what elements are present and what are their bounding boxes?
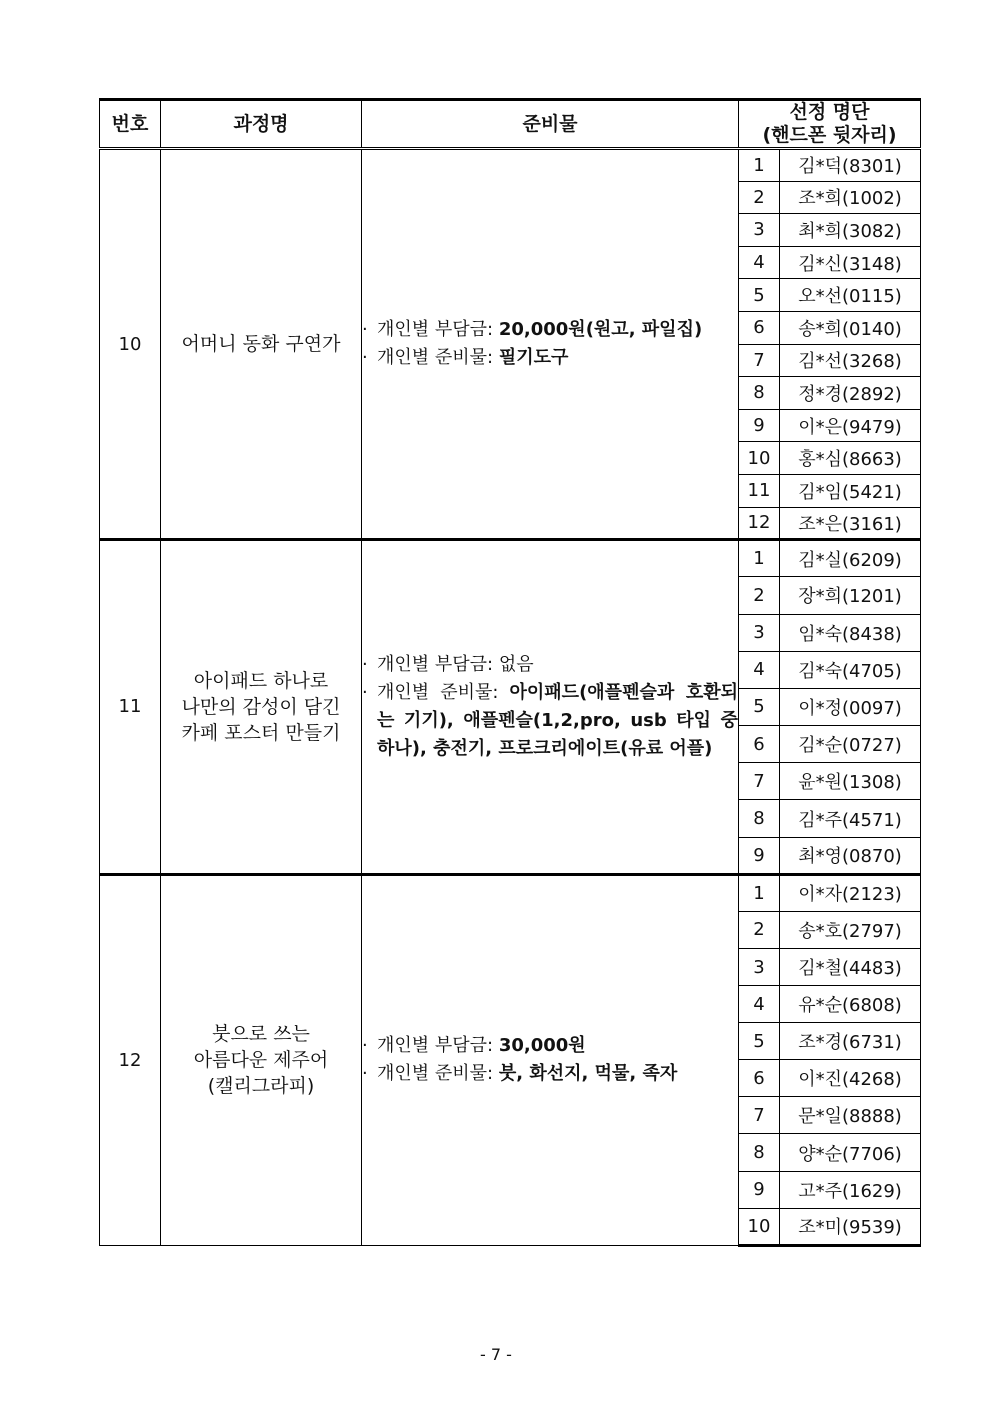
- selected-index: 4: [739, 986, 780, 1023]
- supplies-value-bold: 20,000원(원고, 파일집): [498, 319, 703, 341]
- selected-index: 7: [739, 1097, 780, 1134]
- selected-index: 1: [739, 874, 780, 911]
- course-supplies: [362, 540, 739, 875]
- selected-name: 조*희(1002): [780, 181, 921, 214]
- selected-index: 2: [739, 577, 780, 614]
- selected-index: 9: [739, 1171, 780, 1208]
- supplies-item: [362, 344, 738, 372]
- selected-index: 9: [739, 837, 780, 874]
- selected-index: 4: [739, 246, 780, 279]
- selected-index: 6: [739, 311, 780, 344]
- selected-name: 김*선(3268): [780, 344, 921, 377]
- selected-name: 최*영(0870): [780, 837, 921, 874]
- supplies-label: 개인별 부담금:: [377, 653, 499, 675]
- selected-name: 김*실(6209): [780, 540, 921, 577]
- course-name-line: 아름다운 제주어: [193, 1049, 329, 1072]
- supplies-label: 개인별 준비물:: [377, 681, 510, 703]
- supplies-text: [377, 316, 738, 344]
- supplies-item: [362, 316, 738, 344]
- selected-index: 2: [739, 181, 780, 214]
- selected-index: 3: [739, 949, 780, 986]
- supplies-label: 개인별 준비물:: [377, 347, 499, 369]
- selected-index: 8: [739, 1134, 780, 1171]
- course-group-11: [100, 540, 921, 875]
- supplies-label: 개인별 부담금:: [377, 1035, 499, 1057]
- selected-name: 임*숙(8438): [780, 614, 921, 651]
- selected-index: 5: [739, 1023, 780, 1060]
- supplies-text: [377, 651, 738, 679]
- selected-name: 윤*원(1308): [780, 763, 921, 800]
- selected-name: 김*순(0727): [780, 726, 921, 763]
- selected-index: 11: [739, 474, 780, 507]
- course-name-line: (캘리그라피): [207, 1075, 315, 1098]
- supplies-value-bold: 붓, 화선지, 먹물, 족자: [498, 1063, 678, 1085]
- course-supplies: [362, 149, 739, 540]
- selected-name: 송*희(0140): [780, 311, 921, 344]
- course-name-line: 아이패드 하나로: [193, 669, 329, 692]
- supplies-item: [362, 679, 738, 763]
- course-supplies: [362, 874, 739, 1245]
- selected-index: 1: [739, 540, 780, 577]
- course-name: [161, 540, 362, 875]
- selected-name: 장*희(1201): [780, 577, 921, 614]
- selected-name: 문*일(8888): [780, 1097, 921, 1134]
- course-number: 11: [100, 540, 161, 875]
- course-number: 10: [100, 149, 161, 540]
- selected-name: 이*은(9479): [780, 409, 921, 442]
- supplies-text: [377, 1060, 738, 1088]
- selected-index: 6: [739, 726, 780, 763]
- selected-index: 1: [739, 149, 780, 182]
- course-name-line: 붓으로 쓰는: [212, 1023, 310, 1046]
- selected-name: 김*주(4571): [780, 800, 921, 837]
- supplies-label: 개인별 부담금:: [377, 319, 499, 341]
- selected-index: 6: [739, 1060, 780, 1097]
- selected-name: 김*숙(4705): [780, 651, 921, 688]
- table-row: [100, 540, 921, 577]
- bullet-dot: ·: [362, 347, 368, 369]
- selected-name: 조*경(6731): [780, 1023, 921, 1060]
- supplies-label: 개인별 준비물:: [377, 1063, 499, 1085]
- selected-index: 2: [739, 911, 780, 948]
- header-selected-line2: (핸드폰 뒷자리): [762, 124, 897, 146]
- selected-name: 양*순(7706): [780, 1134, 921, 1171]
- header-selected-line1: 선정 명단: [789, 101, 870, 123]
- selected-name: 조*은(3161): [780, 507, 921, 540]
- course-name-line: 카페 포스터 만들기: [181, 721, 341, 744]
- selected-index: 7: [739, 344, 780, 377]
- supplies-item: [362, 1060, 738, 1088]
- selected-name: 유*순(6808): [780, 986, 921, 1023]
- supplies-text: [377, 1032, 738, 1060]
- bullet-dot: ·: [362, 1063, 368, 1085]
- bullet-dot: ·: [362, 319, 368, 341]
- selected-name: 김*신(3148): [780, 246, 921, 279]
- course-group-10: [100, 149, 921, 540]
- bullet-dot: ·: [362, 653, 368, 675]
- selected-index: 7: [739, 763, 780, 800]
- selected-name: 최*희(3082): [780, 214, 921, 247]
- selected-name: 송*호(2797): [780, 911, 921, 948]
- supplies-text: [377, 679, 738, 763]
- selected-index: 12: [739, 507, 780, 540]
- selected-index: 9: [739, 409, 780, 442]
- selected-index: 10: [739, 1208, 780, 1245]
- selected-name: 고*주(1629): [780, 1171, 921, 1208]
- selected-index: 8: [739, 800, 780, 837]
- selected-index: 4: [739, 651, 780, 688]
- bullet-dot: ·: [362, 1035, 368, 1057]
- selected-name: 이*자(2123): [780, 874, 921, 911]
- selected-name: 김*임(5421): [780, 474, 921, 507]
- course-number: 12: [100, 874, 161, 1245]
- selected-name: 조*미(9539): [780, 1208, 921, 1245]
- header-selected: [739, 100, 921, 149]
- selected-name: 김*덕(8301): [780, 149, 921, 182]
- supplies-item: [362, 1032, 738, 1060]
- course-name-line: 어머니 동화 구연가: [181, 333, 341, 356]
- selected-name: 정*경(2892): [780, 377, 921, 410]
- supplies-value: 없음: [498, 653, 534, 675]
- page-number: - 7 -: [480, 1345, 512, 1364]
- supplies-text: [377, 344, 738, 372]
- table-row: [100, 874, 921, 911]
- selected-index: 8: [739, 377, 780, 410]
- selected-name: 이*정(0097): [780, 688, 921, 725]
- header-supplies: 준비물: [362, 100, 739, 149]
- selected-name: 홍*심(8663): [780, 442, 921, 475]
- selected-name: 이*진(4268): [780, 1060, 921, 1097]
- selection-table: [99, 98, 921, 1247]
- course-group-12: [100, 874, 921, 1245]
- table-row: [100, 149, 921, 182]
- bullet-dot: ·: [362, 681, 368, 703]
- header-course: 과정명: [161, 100, 362, 149]
- supplies-item: [362, 651, 738, 679]
- selected-index: 3: [739, 614, 780, 651]
- selected-index: 10: [739, 442, 780, 475]
- selected-index: 5: [739, 688, 780, 725]
- header-row: [100, 100, 921, 149]
- selected-name: 김*철(4483): [780, 949, 921, 986]
- supplies-value-bold: 아이패드(애플펜슬과 호환되는 기기), 애플펜슬(1,2,pro, usb 타입 중 하나), 충전기, 프로크리에이트(유료 어플): [377, 681, 738, 759]
- header-no: 번호: [100, 100, 161, 149]
- selected-name: 오*선(0115): [780, 279, 921, 312]
- selected-index: 3: [739, 214, 780, 247]
- supplies-value-bold: 30,000원: [498, 1035, 586, 1057]
- course-name-line: 나만의 감성이 담긴: [181, 695, 341, 718]
- course-name: [161, 874, 362, 1245]
- supplies-value-bold: 필기도구: [498, 347, 569, 369]
- selected-index: 5: [739, 279, 780, 312]
- course-name: [161, 149, 362, 540]
